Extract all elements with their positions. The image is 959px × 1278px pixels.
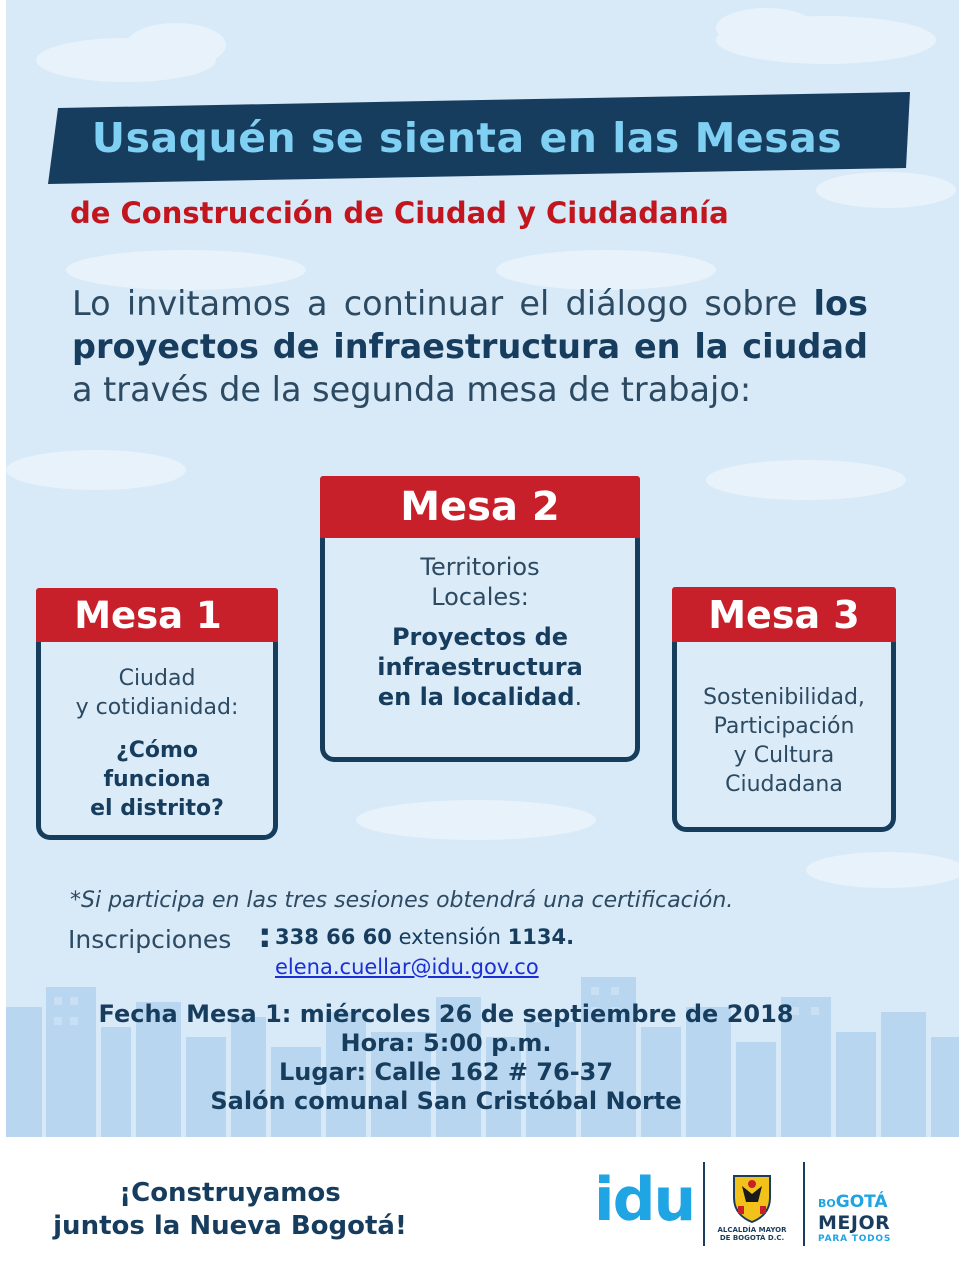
mesa-2-topic-3: en la localidad [377, 683, 575, 711]
inscripciones-label: Inscripciones [68, 925, 232, 954]
logo-divider [703, 1162, 705, 1246]
email-link[interactable]: elena.cuellar@idu.gov.co [275, 955, 539, 979]
mesa-2-line-1: Territorios [420, 553, 540, 581]
extension-label: extensión [398, 925, 501, 949]
mesa-1-header: Mesa 1 [36, 588, 278, 642]
footer-slogan [40, 1177, 420, 1243]
mesa-2-topic-3-wrap [330, 682, 630, 712]
alcaldia-logo-text [714, 1226, 790, 1242]
slogan-line-2: juntos la Nueva Bogotá! [53, 1211, 407, 1241]
intro-bold: los proyectos de infraestructura en la ciudad [72, 284, 868, 366]
mesa-2-topic-1: Proyectos de [391, 623, 569, 651]
mesa-2-header: Mesa 2 [320, 476, 640, 538]
mesa-3-body [682, 683, 886, 799]
bogota-coat-of-arms-icon [728, 1172, 776, 1224]
bogota-logo-bo: BO [818, 1197, 836, 1210]
mesa-1-question-1: ¿Cómo [115, 738, 199, 763]
bogota-logo-para-todos: PARA TODOS [818, 1234, 892, 1244]
mesa-2-topic-2: infraestructura [377, 653, 583, 681]
mesa-2-line-2: Locales: [431, 583, 529, 611]
event-date: Fecha Mesa 1: miércoles 26 de septiembre de 2018 [98, 1000, 794, 1028]
bogota-logo-gota: GOTÁ [835, 1192, 888, 1212]
inscripciones-phone [275, 925, 574, 949]
phone-number: 338 66 60 [275, 925, 392, 949]
idu-logo: idu [594, 1165, 695, 1235]
event-time: Hora: 5:00 p.m. [340, 1029, 552, 1057]
mesa-3-line-4: Ciudadana [725, 772, 843, 797]
bogota-logo-word [818, 1193, 888, 1213]
intro-paragraph [72, 282, 868, 411]
mesa-1-question-3: el distrito? [90, 796, 224, 821]
mesa-3-line-1: Sostenibilidad, [703, 685, 865, 710]
bogota-logo-mejor: MEJOR [818, 1212, 891, 1234]
event-address: Lugar: Calle 162 # 76-37 [278, 1058, 614, 1086]
alcaldia-line-2: DE BOGOTÁ D.C. [719, 1234, 785, 1242]
mesa-1-question-2: funciona [103, 767, 211, 792]
page-subtitle: de Construcción de Ciudad y Ciudadanía [70, 196, 729, 230]
event-details [6, 1000, 886, 1116]
inscripciones-colon: : [258, 916, 272, 956]
mesa-2-body [330, 552, 630, 712]
page-title: Usaquén se sienta en las Mesas [91, 114, 843, 162]
event-venue: Salón comunal San Cristóbal Norte [210, 1087, 682, 1115]
logo-divider [803, 1162, 805, 1246]
intro-text-2: a través de la segunda mesa de trabajo: [72, 370, 752, 409]
mesa-3-header: Mesa 3 [672, 587, 896, 642]
mesa-2-topic-tail: . [574, 683, 583, 711]
mesa-1-line-2: y cotidianidad: [75, 695, 239, 720]
mesa-3-line-3: y Cultura [733, 743, 835, 768]
intro-text-1: Lo invitamos a continuar el diálogo sobre [72, 284, 798, 323]
mesa-1-line-1: Ciudad [118, 666, 196, 691]
alcaldia-line-1: ALCALDÍA MAYOR [717, 1226, 787, 1234]
mesa-1-body [46, 664, 268, 823]
slogan-line-1: ¡Construyamos [119, 1178, 341, 1208]
certification-note: *Si participa en las tres sesiones obtendrá una certificación. [70, 888, 734, 913]
extension-number: 1134. [507, 925, 575, 949]
mesa-3-line-2: Participación [713, 714, 855, 739]
